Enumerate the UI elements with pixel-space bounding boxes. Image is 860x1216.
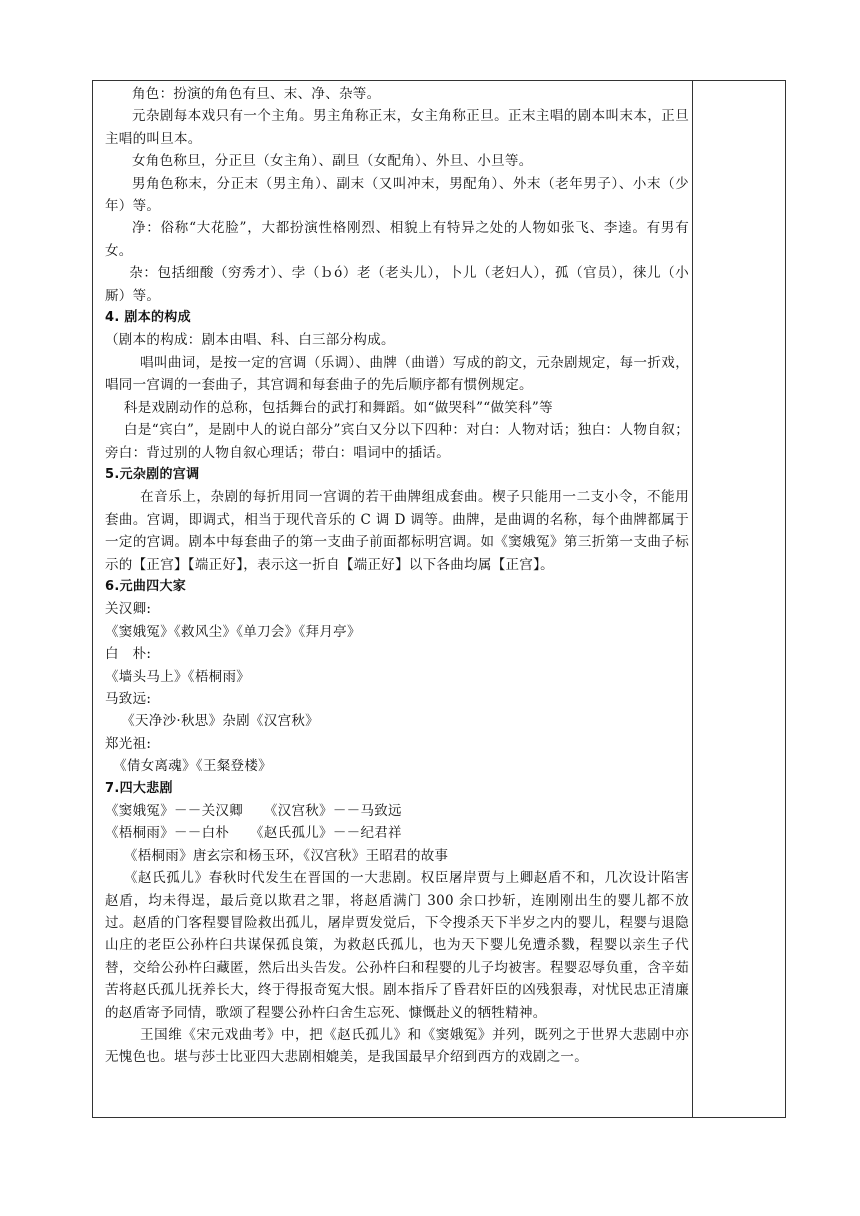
document-body [105, 83, 689, 1069]
paragraph-mo: 男角色称末，分正末（男主角）、副末（又叫冲末，男配角）、外末（老年男子）、小末（少年）等。 [105, 175, 689, 215]
paragraph-za: 杂：包括细酸（穷秀才）、孛（ｂó）老（老头儿），卜儿（老妇人），孤（官员），徕儿（小厮）等。 [105, 265, 689, 304]
author-ma-zhiyuan: 马致远: [105, 690, 152, 707]
paragraph-jing: 净：俗称“大花脸”，大都扮演性格刚烈、相貌上有特异之处的人物如张飞、李逵。有男有女。 [105, 220, 689, 259]
paragraph-gongdiao: 在音乐上，杂剧的每折用同一宫调的若干曲牌组成套曲。楔子只能用一二支小令，不能用套曲。宫调，即调式，相当于现代音乐的 C 调 D 调等。曲牌，是曲调的名称，每个曲牌都属于一定的宫调。剧本中每套曲子的第一支曲子前面都标明宫调。如《窦娥冤》第三折第一支曲子标示的【正宫】【端正好】，表示这一折自【端正好】以下各曲均属【正宫】。 [105, 489, 689, 573]
paragraph-chang: 唱叫曲词，是按一定的宫调（乐调）、曲牌（曲谱）写成的韵文，元杂剧规定，每一折戏，唱同一宫调的一套曲子，其宫调和每套曲子的先后顺序都有惯例规定。 [105, 354, 689, 394]
column-divider [692, 81, 693, 1117]
works-zheng-guangzu: 《倩女离魂》《王粲登楼》 [113, 758, 272, 775]
works-ma-zhiyuan: 《天净沙·秋思》杂剧《汉宫秋》 [121, 713, 319, 730]
paragraph-stories: 《梧桐雨》唐玄宗和杨玉环，《汉宫秋》王昭君的故事 [123, 847, 449, 864]
content-table [92, 80, 786, 1118]
heading-script-structure: 4. 剧本的构成 [105, 310, 191, 326]
paragraph-dan: 女角色称旦，分正旦（女主角）、副旦（女配角）、外旦、小旦等。 [132, 153, 533, 170]
heading-gongdiao: 5.元杂剧的宫调 [105, 466, 200, 482]
tragedies-line-2: 《梧桐雨》－－白朴 《赵氏孤儿》－－纪君祥 [105, 825, 402, 842]
paragraph-wang-guowei: 王国维《宋元戏曲考》中，把《赵氏孤儿》和《窦娥冤》并列，既列之于世界大悲剧中亦无愧色也。堪与莎士比亚四大悲剧相媲美，是我国最早介绍到西方的戏剧之一。 [105, 1027, 689, 1066]
paragraph-lead-role: 元杂剧每本戏只有一个主角。男主角称正末，女主角称正旦。正末主唱的剧本叫末本，正旦主唱的叫旦本。 [105, 108, 689, 147]
author-zheng-guangzu: 郑光祖: [105, 735, 152, 752]
author-guan-hanqing: 关汉卿: [105, 601, 152, 618]
author-bai-pu: 白 朴: [105, 646, 152, 663]
paragraph-roles: 角色：扮演的角色有旦、末、净、杂等。 [132, 86, 381, 102]
paragraph-zhao-orphan: 《赵氏孤儿》春秋时代发生在晋国的一大悲剧。权臣屠岸贾与上卿赵盾不和，几次设计陷害赵盾，均未得逞，最后竟以欺君之罪，将赵盾满门 300 余口抄斩，连刚刚出生的婴儿都不放过。赵盾的门客程婴冒险救出孤儿，屠岸贾发觉后，下令搜杀天下半岁之内的婴儿，程婴与退隐山庄的老臣公孙杵臼共谋保孤良策，为救赵氏孤儿，也为天下婴儿免遭杀戮，程婴以亲生子代替，交给公孙杵臼藏匿，然后出头告发。公孙杵臼和程婴的儿子均被害。程婴忍辱负重，含辛茹苦将赵氏孤儿抚养长大，终于得报奇冤大恨。剧本指斥了昏君奸臣的凶残狠毒，对忧民忠正清廉的赵盾寄予同情，歌颂了程婴公孙杵臼舍生忘死、慷慨赴义的牺牲精神。 [105, 870, 689, 1021]
paragraph-script-structure: （剧本的构成：剧本由唱、科、白三部分构成。 [105, 332, 395, 349]
heading-four-tragedies: 7.四大悲剧 [105, 780, 173, 796]
tragedies-line-1: 《窦娥冤》－－关汉卿 《汉宫秋》－－马致远 [105, 803, 402, 819]
paragraph-ke: 科是戏剧动作的总称，包括舞台的武打和舞蹈。如“做哭科”“做笑科”等 [123, 399, 553, 416]
works-guan-hanqing: 《窦娥冤》《救风尘》《单刀会》《拜月亭》 [105, 623, 361, 640]
paragraph-bai: 白是“宾白”，是剧中人的说白部分”宾白又分以下四种：对白：人物对话；独白：人物自叙；旁白：背过别的人物自叙心理话；带白：唱词中的插话。 [105, 422, 689, 461]
works-bai-pu: 《墙头马上》《梧桐雨》 [105, 668, 251, 685]
heading-four-masters: 6.元曲四大家 [105, 578, 187, 594]
